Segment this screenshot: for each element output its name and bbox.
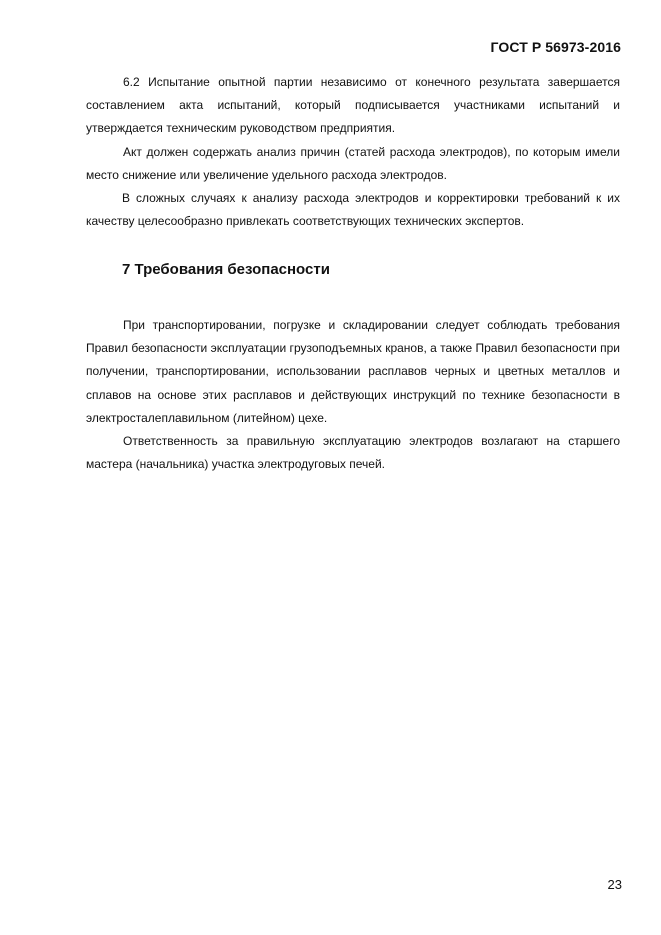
section-7-body [86,314,620,476]
section-6-body [86,71,620,233]
paragraph-transport-rules: При транспортировании, погрузке и складировании следует соблюдать требования Правил безопасности эксплуатации грузоподъемных кранов, а также Правил безопасности при получении, транспортировании, использовании расплавов черных и цветных металлов и сплавов на основе этих расплавов и действующих инструкций по технике безопасности в электросталеплавильном (литейном) цехе. [86,318,620,425]
paragraph-act-contents: Акт должен содержать анализ причин (статей расхода электродов), по которым имели место снижение или увеличение удельного расхода электродов. [86,144,620,182]
paragraph-6-2: 6.2 Испытание опытной партии независимо от конечного результата завершается составлением акта испытаний, который подписывается участниками испытаний и утверждается техническим руководством предприятия. [86,75,620,136]
paragraph-complex-cases: В сложных случаях к анализу расхода электродов и корректировки требований к их качеству целесообразно привлекать соответствующих технических экспертов. [86,191,620,229]
section-7-title: 7 Требования безопасности [122,261,330,278]
standard-designation: ГОСТ Р 56973-2016 [490,39,621,55]
paragraph-responsibility: Ответственность за правильную эксплуатацию электродов возлагают на старшего мастера (начальника) участка электродуговых печей. [86,434,620,472]
page-number: 23 [607,877,622,892]
